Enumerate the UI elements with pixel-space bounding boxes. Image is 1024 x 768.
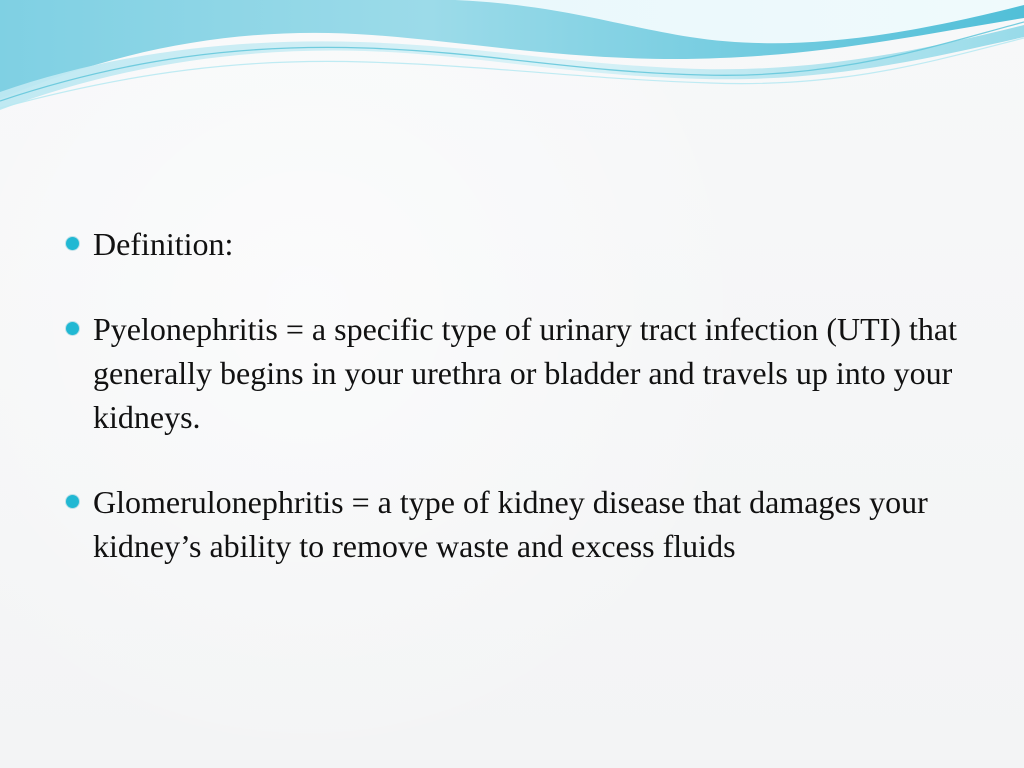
- dot-bullet-icon: [66, 237, 79, 250]
- bullet-text-glomerulonephritis: Glomerulonephritis = a type of kidney disease that damages your kidney’s ability to remove waste and excess fluids: [93, 484, 928, 564]
- bullet-item-glomerulonephritis: [62, 480, 977, 568]
- bullet-text-definition: Definition:: [93, 226, 234, 262]
- dot-bullet-icon: [66, 495, 79, 508]
- bullet-item-pyelonephritis: [62, 307, 977, 439]
- header-wave-decoration: [0, 0, 1024, 130]
- bullet-text-pyelonephritis: Pyelonephritis = a specific type of urinary tract infection (UTI) that generally begins in your urethra or bladder and travels up into your kidneys.: [93, 311, 957, 435]
- definition-bullet-list: [62, 222, 977, 568]
- dot-bullet-icon: [66, 322, 79, 335]
- bullet-item-definition: [62, 222, 977, 266]
